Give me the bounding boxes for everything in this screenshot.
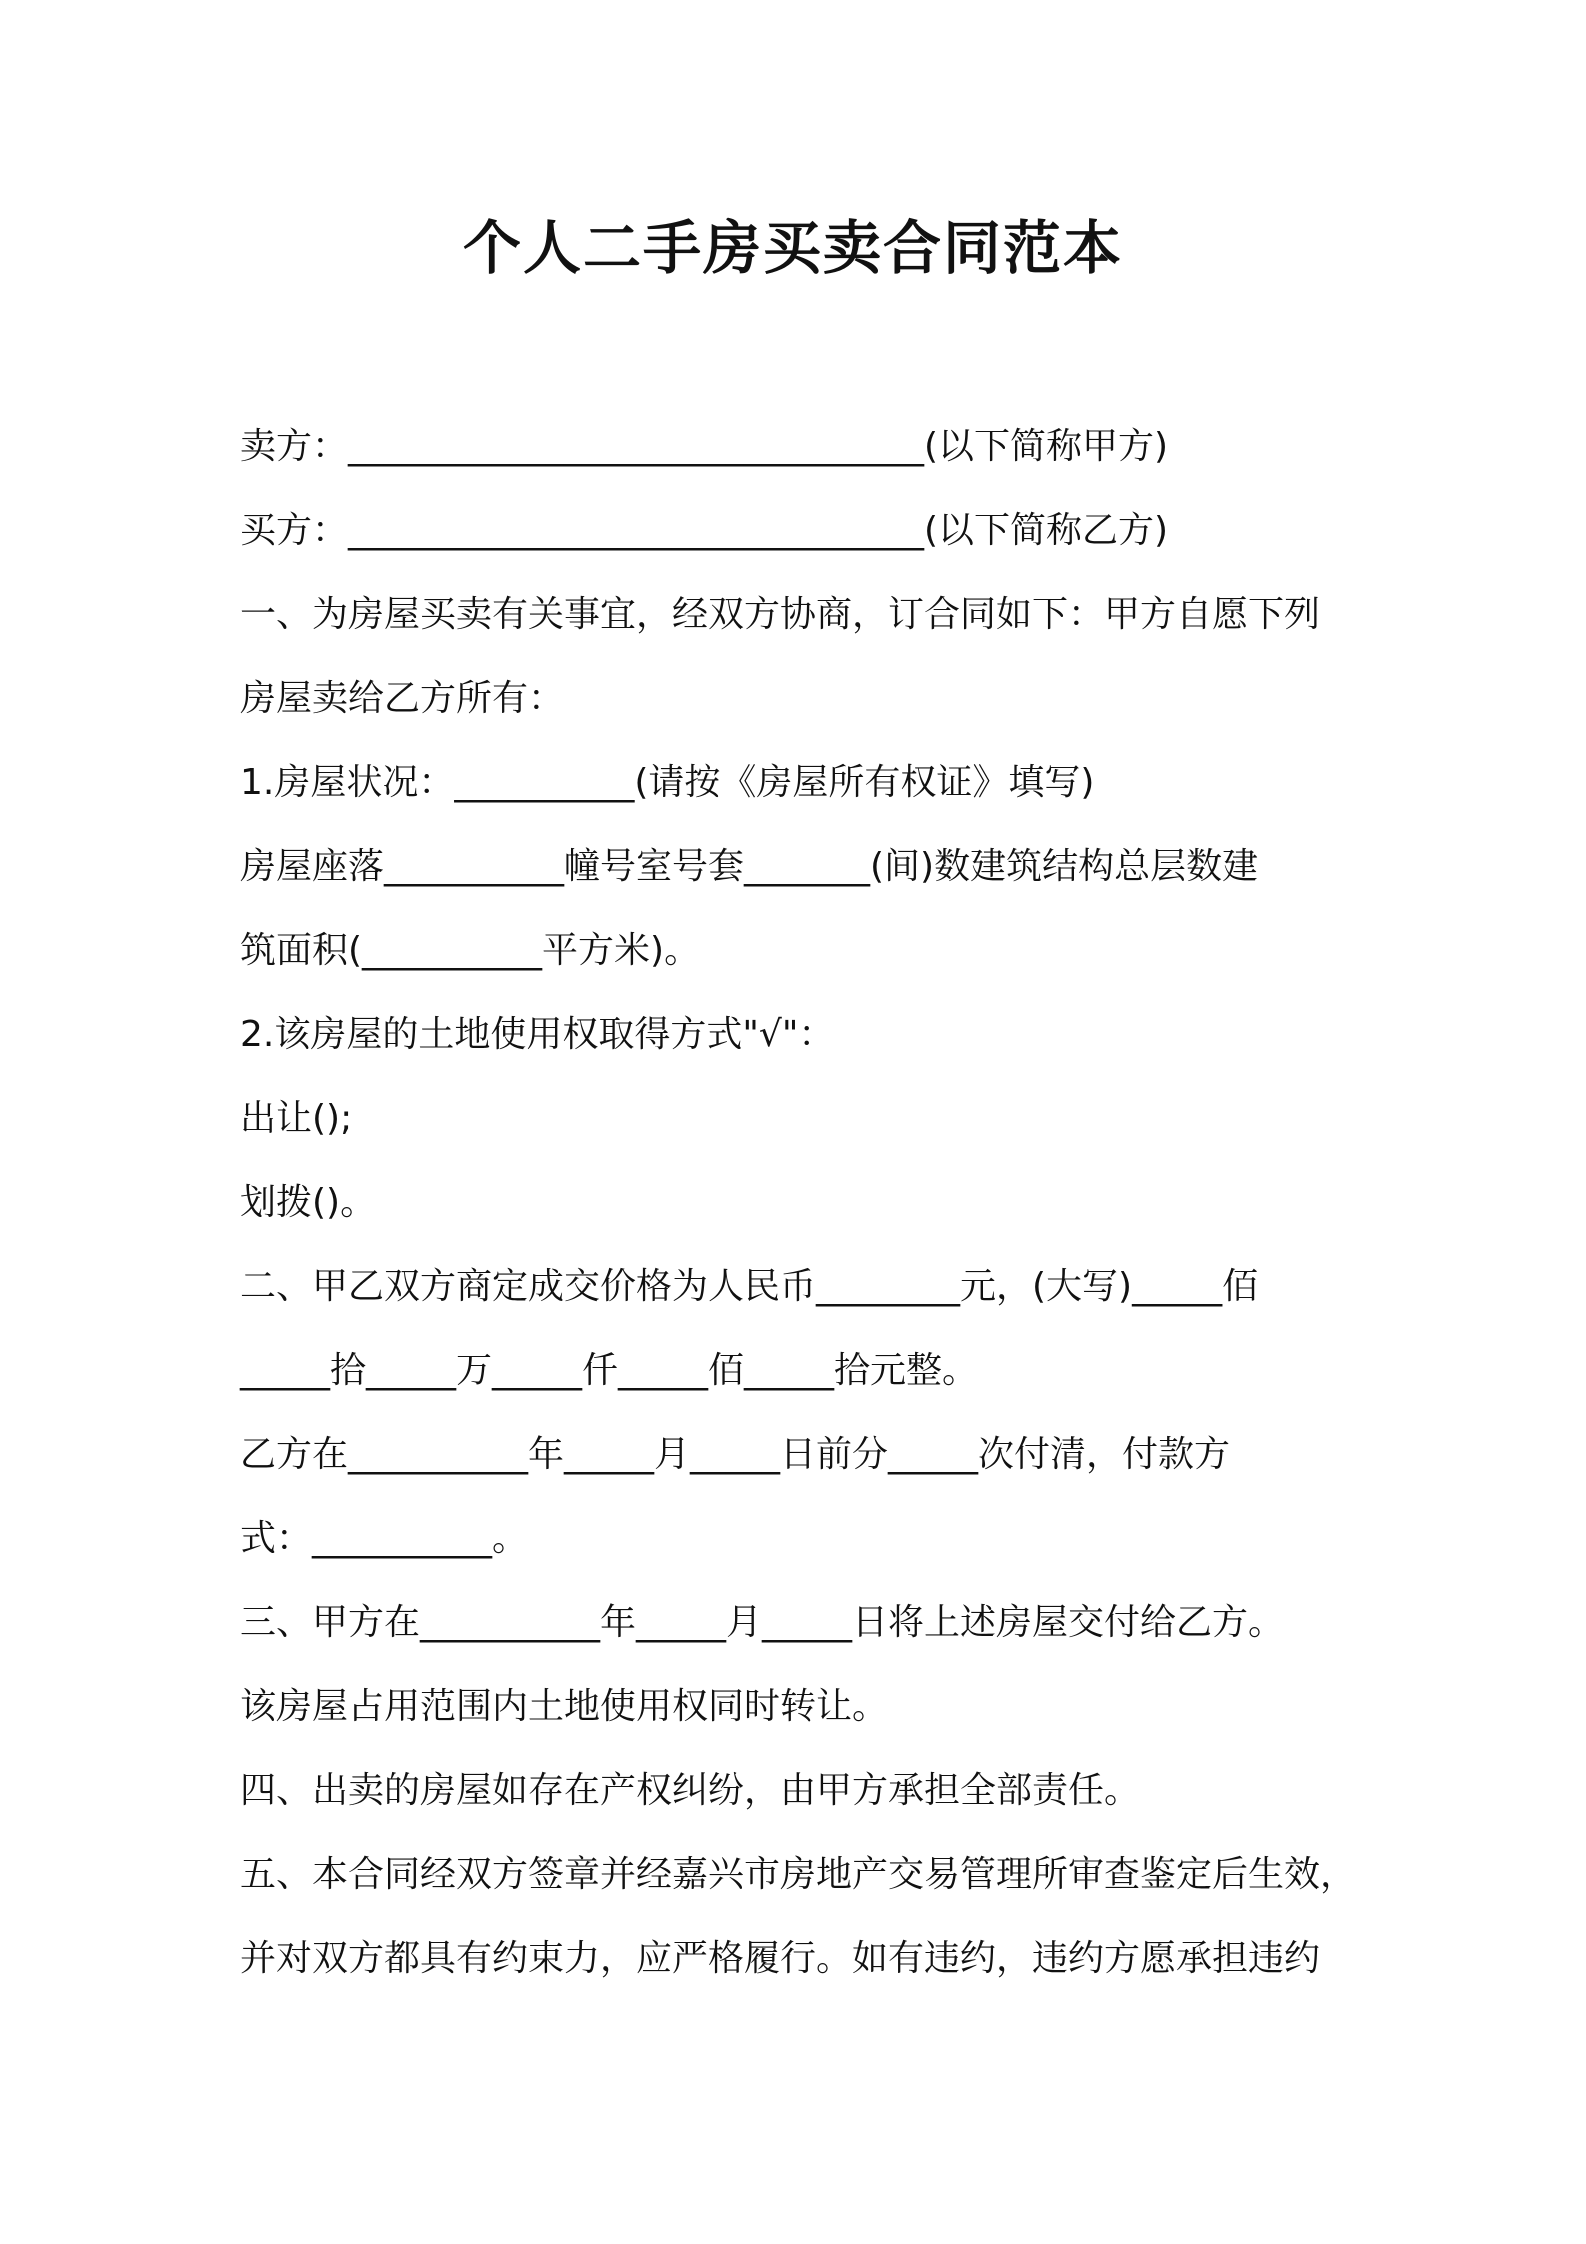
seller-line: 卖方：________________________________(以下简称甲方) <box>240 426 1169 467</box>
payment-method-line: 式：__________。 <box>240 1518 529 1559</box>
clause-5-effect-line: 五、本合同经双方签章并经嘉兴市房地产交易管理所审查鉴定后生效， <box>240 1854 1357 1895</box>
clause-5-binding-line: 并对双方都具有约束力，应严格履行。如有违约，违约方愿承担违约 <box>240 1938 1321 1979</box>
land-use-right-line: 2.该房屋的土地使用权取得方式"√"： <box>240 1014 835 1055</box>
clause-1-intro-continued: 房屋卖给乙方所有： <box>240 678 565 719</box>
buyer-line: 买方：________________________________(以下简称乙方) <box>240 510 1169 551</box>
house-location-line: 房屋座落__________幢号室号套_______(间)数建筑结构总层数建 <box>240 846 1259 887</box>
clause-3-land-transfer-line: 该房屋占用范围内土地使用权同时转让。 <box>240 1686 889 1727</box>
document-body <box>240 405 1390 2001</box>
house-area-line: 筑面积(__________平方米)。 <box>240 930 701 971</box>
payment-schedule-line: 乙方在__________年_____月_____日前分_____次付清，付款方 <box>240 1434 1231 1475</box>
option-allocation-line: 划拨()。 <box>240 1182 377 1223</box>
document-title: 个人二手房买卖合同范本 <box>462 214 1123 282</box>
clause-3-delivery-line: 三、甲方在__________年_____月_____日将上述房屋交付给乙方。 <box>240 1602 1285 1643</box>
house-status-line: 1.房屋状况：__________(请按《房屋所有权证》填写) <box>240 762 1095 803</box>
clause-2-price-words-line: _____拾_____万_____仟_____佰_____拾元整。 <box>240 1350 979 1391</box>
clause-2-price-line: 二、甲乙双方商定成交价格为人民币________元，(大写)_____佰 <box>240 1266 1259 1307</box>
clause-1-intro-line: 一、为房屋买卖有关事宜，经双方协商，订合同如下：甲方自愿下列 <box>240 594 1321 635</box>
option-transfer-line: 出让(); <box>240 1098 353 1139</box>
clause-4-dispute-line: 四、出卖的房屋如存在产权纠纷，由甲方承担全部责任。 <box>240 1770 1141 1811</box>
